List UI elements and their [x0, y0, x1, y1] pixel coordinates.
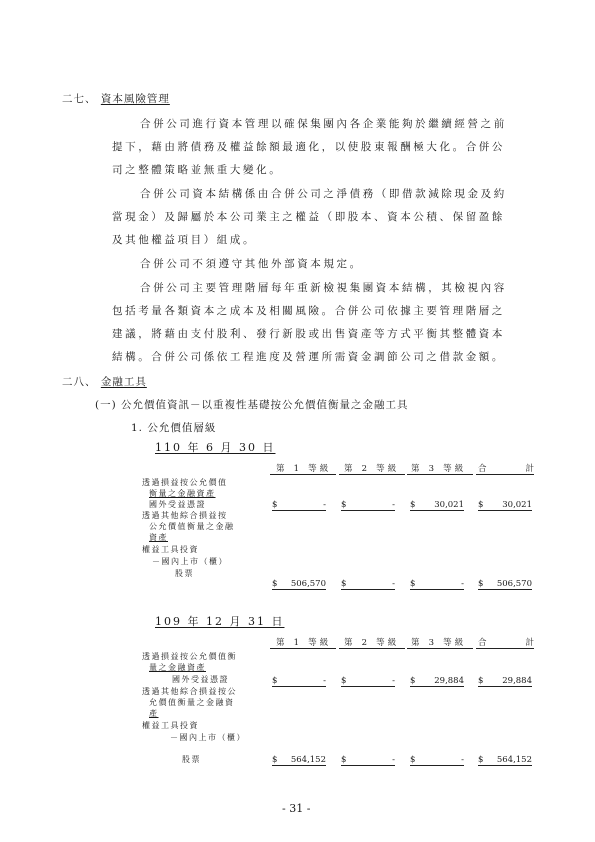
column-header-level-2: 第 2 等級 — [344, 464, 400, 474]
paragraph-line: 及其他權益項目）組成。 — [112, 234, 257, 246]
subsection-fair-value-hierarchy: 1. 公允價值層級 — [131, 422, 217, 434]
section-28-number: 二八、 — [62, 376, 97, 388]
row-label: 量之金融資產 — [149, 663, 206, 672]
table-cell: $ - — [341, 676, 395, 686]
row-label: 透過損益按公允價值衡 — [142, 652, 237, 661]
paragraph-line: 提下，藉由將債務及權益餘額最適化，以使股東報酬極大化。合併公 — [112, 141, 505, 153]
table-cell: $ 564,152 — [478, 755, 532, 765]
section-28-title: 金融工具 — [100, 376, 147, 388]
paragraph-line: 合併公司主要管理階層每年重新檢視集團資本結構，其檢視內容 — [140, 282, 507, 294]
table-cell: $ - — [272, 676, 326, 686]
column-underline — [407, 474, 473, 475]
table-2-date: 109 年 12 月 31 日 — [155, 615, 285, 628]
paragraph-line: 建議，將藉由支付股利、發行新股或出售資產等方式平衡其整體資本 — [112, 328, 505, 340]
row-label: 允價值衡量之金融資 — [149, 698, 235, 707]
column-header-level-3: 第 3 等級 — [411, 638, 467, 648]
table-cell: $ 29,884 — [410, 676, 464, 686]
row-label: －國內上市（櫃） — [170, 733, 246, 742]
table-cell: $ 29,884 — [478, 676, 532, 686]
table-cell: $ - — [341, 500, 395, 510]
table-1-date: 110 年 6 月 30 日 — [155, 441, 276, 454]
paragraph-line: 司之整體策略並無重大變化。 — [112, 164, 283, 176]
paragraph-line: 結構。合併公司係依工程進度及營運所需資金調節公司之借款金額。 — [112, 351, 505, 363]
subsection-fair-value-info: (一) 公允價值資訊－以重複性基礎按公允價值衡量之金融工具 — [95, 399, 409, 411]
table-cell: $ - — [410, 579, 464, 589]
column-underline — [270, 648, 336, 649]
table-cell: $ 30,021 — [478, 500, 532, 510]
paragraph-line: 合併公司資本結構係由合併公司之淨債務（即借款減除現金及約 — [140, 188, 507, 200]
row-label: 權益工具投資 — [142, 721, 199, 730]
section-27-number: 二七、 — [62, 93, 97, 105]
paragraph-line: 合併公司進行資本管理以確保集團內各企業能夠於繼續經營之前 — [140, 118, 507, 130]
section-27-title: 資本風險管理 — [100, 93, 170, 105]
row-label: 透過其他綜合損益按 — [142, 511, 228, 520]
row-label: 衡量之金融資產 — [149, 489, 216, 498]
column-header-total: 合 計 — [478, 638, 534, 648]
section-28-heading — [62, 374, 147, 389]
row-label: 權益工具投資 — [142, 545, 199, 554]
table-cell: $ 506,570 — [272, 579, 326, 589]
column-underline — [270, 474, 336, 475]
column-underline — [339, 648, 405, 649]
column-underline — [476, 648, 534, 649]
paragraph-line: 合併公司不須遵守其他外部資本規定。 — [140, 258, 363, 270]
column-underline — [407, 648, 473, 649]
table-cell: $ - — [272, 500, 326, 510]
table-cell: $ 30,021 — [410, 500, 464, 510]
page-number: - 31 - — [282, 802, 311, 815]
table-cell: $ - — [341, 755, 395, 765]
column-header-level-1: 第 1 等級 — [276, 638, 332, 648]
column-header-level-3: 第 3 等級 — [411, 464, 467, 474]
row-label: 國外受益憑證 — [149, 500, 206, 509]
column-header-level-2: 第 2 等級 — [344, 638, 400, 648]
paragraph-line: 包括考量各類資本之成本及相關風險。合併公司依據主要管理階層之 — [112, 305, 505, 317]
column-underline — [339, 474, 405, 475]
row-label: 股票 — [182, 755, 201, 764]
table-cell: $ - — [410, 755, 464, 765]
row-label: 公允價值衡量之金融 — [149, 522, 235, 531]
table-cell: $ 564,152 — [272, 755, 326, 765]
table-cell: $ - — [341, 579, 395, 589]
row-label: 產 — [149, 709, 159, 718]
column-underline — [476, 474, 534, 475]
column-header-total: 合 計 — [478, 464, 534, 474]
row-label: 國外受益憑證 — [172, 675, 229, 684]
column-header-level-1: 第 1 等級 — [276, 464, 332, 474]
paragraph-line: 當現金）及歸屬於本公司業主之權益（即股本、資本公積、保留盈餘 — [112, 211, 505, 223]
row-label: 透過其他綜合損益按公 — [142, 687, 237, 696]
row-label: 透過損益按公允價值 — [142, 478, 228, 487]
row-label: －國內上市（櫃） — [152, 557, 228, 566]
row-label: 資產 — [149, 533, 168, 542]
section-27-heading — [62, 91, 170, 106]
table-cell: $ 506,570 — [478, 579, 532, 589]
row-label: 股票 — [175, 569, 194, 578]
